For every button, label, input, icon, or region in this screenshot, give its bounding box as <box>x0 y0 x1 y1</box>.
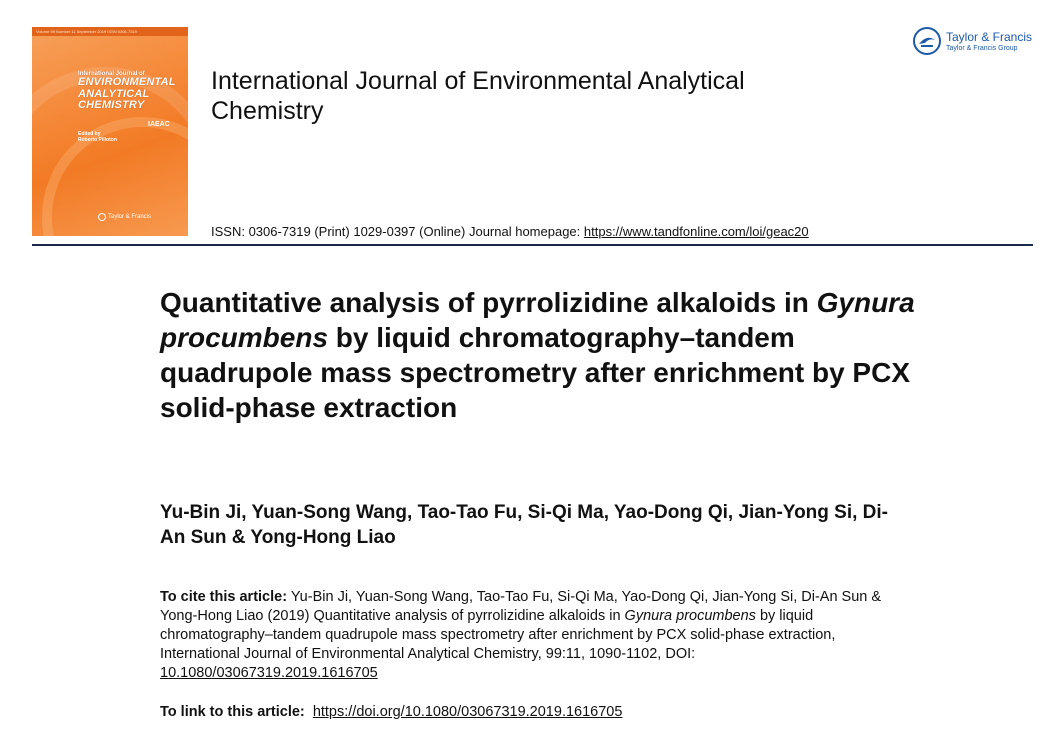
article-link-url[interactable]: https://doi.org/10.1080/03067319.2019.1616705 <box>312 704 623 720</box>
header-divider <box>32 244 1033 246</box>
citation-text: by liquid chromatography–tandem quadrupole mass spectrometry after enrichment by PCX solid-phase extraction, International Journal of Environmental Analytical Chemistry, 99:11, 1090-1102, DOI: <box>160 608 836 662</box>
cover-title-line: ANALYTICAL <box>78 87 150 100</box>
taylor-francis-text <box>946 31 1032 52</box>
publisher-group: Taylor & Francis Group <box>946 44 1018 52</box>
cover-title-small: International Journal of <box>78 71 145 77</box>
cover-publisher-icon <box>98 213 106 221</box>
citation-block <box>160 588 900 683</box>
citation-species: Gynura procumbens <box>624 608 756 624</box>
journal-homepage-link[interactable]: https://www.tandfonline.com/loi/geac20 <box>583 224 809 239</box>
article-title-part: by liquid chromatography–tandem quadrupole mass spectrometry after enrichment by PCX solid-phase extraction <box>160 322 910 423</box>
taylor-francis-logo-icon <box>912 26 942 56</box>
issn-text: ISSN: 0306-7319 (Print) 1029-0397 (Online) Journal homepage: <box>211 224 584 239</box>
cover-editor <box>78 131 117 143</box>
cover-society: IAEAC <box>148 121 170 128</box>
cover-editor-label: Edited by <box>78 131 101 137</box>
cover-publisher <box>98 213 151 221</box>
citation-text: Yu-Bin Ji, Yuan-Song Wang, Tao-Tao Fu, Si-Qi Ma, Yao-Dong Qi, Jian-Yong Si, Di-An Sun & Yong-Hong Liao (2019) Quantitative analysis of pyrrolizidine alkaloids in <box>160 589 882 624</box>
issn-line <box>211 224 809 239</box>
article-title <box>160 285 920 425</box>
cover-title <box>78 71 188 112</box>
publisher-name: Taylor & Francis <box>946 29 1033 44</box>
doi-link[interactable]: 10.1080/03067319.2019.1616705 <box>160 665 378 681</box>
article-link-label: To link to this article: <box>160 704 309 720</box>
article-link-line <box>160 703 622 722</box>
journal-name: International Journal of Environmental Analytical Chemistry <box>211 67 745 125</box>
journal-cover-image <box>32 27 188 236</box>
author-list: Yu-Bin Ji, Yuan-Song Wang, Tao-Tao Fu, Si-Qi Ma, Yao-Dong Qi, Jian-Yong Si, Di-An Sun & Yong-Hong Liao <box>160 502 889 548</box>
cover-editor-name: Roberto Pilloton <box>78 137 117 143</box>
citation-label: To cite this article: <box>160 589 288 605</box>
cover-publisher-name: Taylor & Francis <box>108 214 152 220</box>
article-title-species: Gynura procumbens <box>160 287 915 353</box>
cover-volume-bar: Volume 99 Number 11 September 2019 ISSN 0306-7319 <box>32 27 188 36</box>
taylor-francis-logo <box>912 26 1032 56</box>
article-title-part: Quantitative analysis of pyrrolizidine alkaloids in <box>160 287 817 318</box>
cover-title-line: ENVIRONMENTAL <box>78 76 176 89</box>
cover-title-line: CHEMISTRY <box>78 99 145 112</box>
